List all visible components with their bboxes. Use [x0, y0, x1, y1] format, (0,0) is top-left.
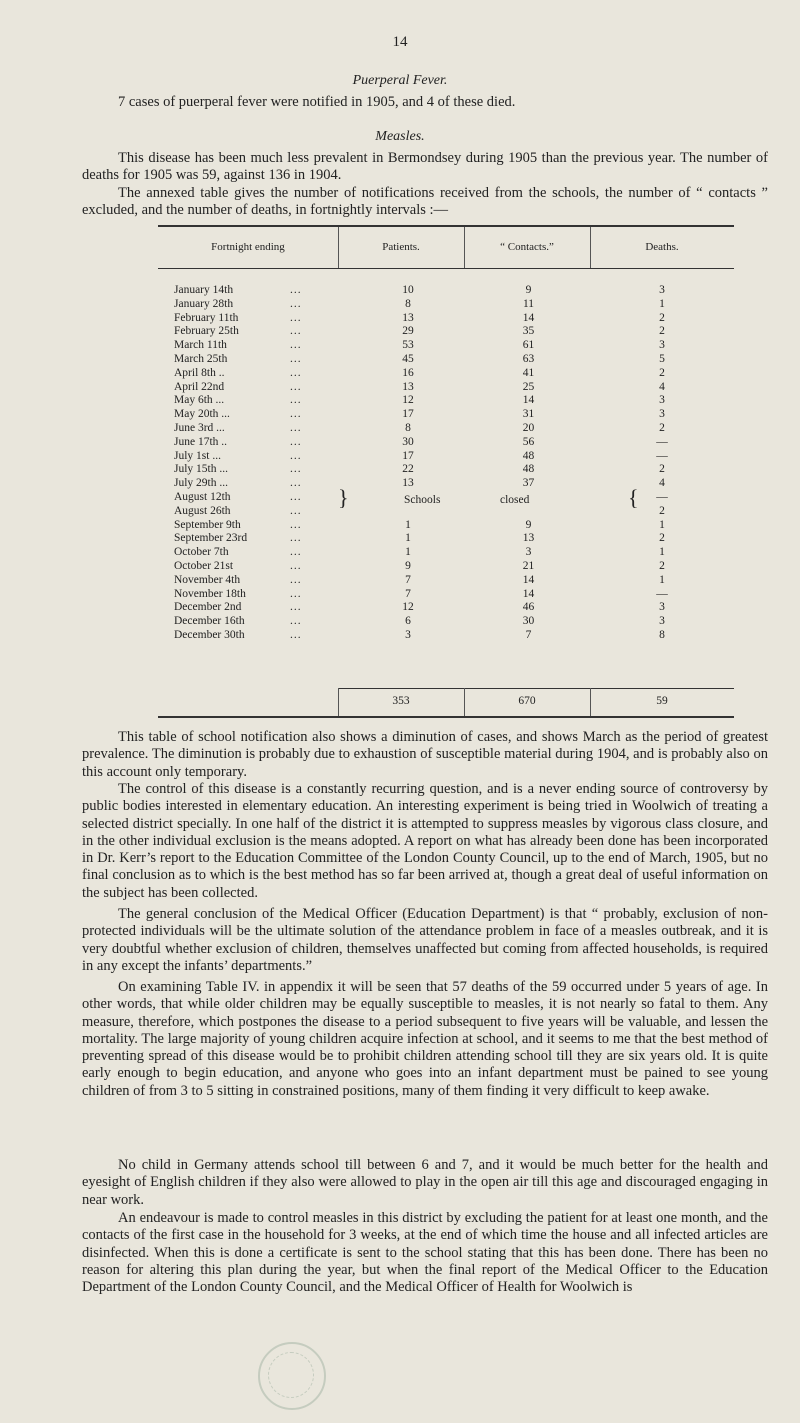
row-contacts: 56 [522, 435, 535, 448]
row-contacts: 46 [522, 601, 535, 614]
row-leader: ... [290, 601, 302, 614]
row-label: November 18th [174, 587, 246, 600]
table-row [158, 367, 734, 381]
row-leader: ... [290, 366, 302, 379]
header-patients: Patients. [382, 241, 420, 253]
table-row [158, 436, 734, 450]
table-row [158, 629, 734, 643]
row-label: May 6th ... [174, 394, 225, 407]
puerperal-fever-text: 7 cases of puerperal fever were notified in 1905, and 4 of these died. [118, 94, 516, 110]
total-patients: 353 [392, 695, 410, 707]
table-row [158, 560, 734, 574]
row-label: September 23rd [174, 532, 248, 545]
row-leader: ... [290, 518, 302, 531]
row-label: August 12th [174, 491, 231, 503]
row-deaths: 2 [659, 366, 665, 379]
row-leader: ... [290, 573, 302, 586]
table-row [158, 505, 734, 519]
row-deaths: 3 [659, 408, 665, 421]
row-patients: 13 [402, 311, 414, 324]
row-label: January 14th [174, 284, 234, 296]
header-contacts: “ Contacts.” [500, 241, 554, 253]
row-patients: 1 [405, 518, 411, 531]
paragraph-germany: No child in Germany attends school till between 6 and 7, and it would be much better for the health and eyesight of English children if they also were allowed to play in the open air till this age and discouraged engaging in near work. [82, 1157, 768, 1208]
row-label: February 25th [174, 325, 239, 338]
row-contacts: 14 [522, 394, 535, 407]
row-deaths: 2 [659, 325, 665, 338]
row-contacts: 48 [522, 463, 535, 476]
puerperal-fever-heading: Puerperal Fever. [352, 73, 448, 88]
table-row [158, 325, 734, 339]
measles-intro-paragraph: This disease has been much less prevalent in Bermondsey during 1905 than the previous year. The number of deaths for 1905 was 59, against 136 in 1904. [82, 150, 768, 184]
row-deaths: 3 [659, 394, 665, 407]
library-stamp [258, 1342, 326, 1410]
row-deaths: 1 [659, 546, 665, 559]
row-patients: 1 [405, 546, 411, 559]
row-patients: 17 [402, 449, 414, 462]
table-row [158, 519, 734, 533]
row-patients: 13 [402, 477, 414, 490]
row-leader: ... [290, 394, 302, 407]
row-patients: 1 [405, 532, 411, 545]
row-deaths: 1 [659, 573, 665, 586]
row-contacts: 11 [522, 297, 535, 310]
row-patients: 30 [402, 435, 414, 448]
row-contacts: 30 [522, 615, 535, 628]
row-label: June 17th .. [174, 435, 228, 448]
table-row [158, 463, 734, 477]
row-leader: ... [290, 477, 302, 490]
row-label: October 7th [174, 546, 229, 559]
table-row [158, 574, 734, 588]
row-leader: ... [290, 435, 302, 448]
row-deaths: 2 [659, 422, 665, 434]
row-label: July 15th ... [174, 463, 228, 476]
row-deaths: — [656, 449, 668, 462]
row-contacts: 9 [525, 518, 532, 531]
row-label: April 22nd [174, 380, 225, 393]
row-contacts: 61 [522, 339, 535, 352]
row-label: May 20th ... [174, 408, 230, 421]
table-bottom-rule [158, 716, 734, 718]
table-row [158, 532, 734, 546]
table-row [158, 339, 734, 353]
row-contacts: 63 [522, 353, 535, 365]
row-patients: 17 [402, 408, 414, 421]
row-contacts: 41 [522, 366, 535, 379]
row-deaths: 3 [659, 615, 665, 628]
table-header-rule [158, 268, 734, 269]
table-row [158, 312, 734, 326]
row-contacts: 14 [522, 587, 535, 600]
row-leader: ... [290, 325, 302, 338]
row-contacts: 13 [522, 532, 535, 545]
row-contacts: 48 [522, 449, 535, 462]
row-patients: 12 [402, 394, 414, 407]
row-deaths: 1 [659, 518, 665, 531]
row-label: July 29th ... [174, 477, 228, 490]
row-label: December 16th [174, 615, 245, 628]
row-deaths: 4 [659, 380, 665, 393]
row-deaths: 5 [659, 353, 665, 365]
table-top-rule [158, 225, 734, 227]
table-row [158, 588, 734, 602]
row-patients: 7 [405, 573, 411, 586]
row-leader: ... [290, 587, 302, 600]
table-row [158, 546, 734, 560]
row-label: August 26th [174, 504, 231, 517]
row-label: July 1st ... [174, 449, 221, 462]
row-label: February 11th [174, 311, 239, 324]
header-deaths: Deaths. [645, 241, 679, 253]
row-patients: 3 [405, 629, 411, 641]
row-contacts: 9 [525, 284, 532, 296]
row-leader: ... [290, 532, 302, 545]
row-contacts: 14 [522, 311, 535, 324]
paragraph-table-summary: This table of school notification also shows a diminution of cases, and shows March as the period of greatest prevalence. The diminution is probably due to exhaustion of susceptible material during 1904, and is probably also on this account only temporary. [82, 729, 768, 780]
row-label: November 4th [174, 573, 241, 586]
row-deaths: 2 [659, 560, 665, 572]
row-label: April 8th .. [174, 366, 225, 379]
table-row [158, 601, 734, 615]
paragraph-control-measures: An endeavour is made to control measles in this district by excluding the patient for at least one month, and the contacts of the first case in the household for 3 weeks, at the end of which time the house and all infected articles are disinfected. When this is done a certificate is sent to the school stating that this has been done. There has been no reason for altering this plan during the year, but when the final report of the Medical Officer to the Education Department of the London County Council, and the Medical Officer of Health for Woolwich is [82, 1210, 768, 1296]
row-leader: ... [290, 408, 302, 421]
header-fortnight: Fortnight ending [211, 241, 285, 253]
row-contacts: 14 [522, 573, 535, 586]
row-leader: ... [290, 297, 302, 310]
row-deaths: 4 [659, 477, 665, 490]
row-patients: 8 [405, 422, 411, 434]
table-totals-rule [338, 688, 734, 689]
schools-closed-note-2: closed [500, 494, 530, 506]
row-patients: 22 [402, 463, 414, 476]
row-leader: ... [290, 560, 302, 572]
total-deaths: 59 [656, 695, 668, 707]
paragraph-control-question: The control of this disease is a constantly recurring question, and is a never ending source of controversy by public bodies interested in elementary education. An interesting experiment is being tried in Woolwich of treating a selected district specially. In one half of the district it is attempted to suppress measles by vigorous class closure, and in the other individual exclusion is the means adopted. A report on what has already been done has been incorporated in Dr. Kerr’s report to the Education Committee of the London County Council, up to the end of March, 1905, but no final conclusion as to which is the best method has so far been arrived at, though a great deal of useful information on the subject has been collected. [82, 781, 768, 901]
table-row [158, 284, 734, 298]
left-brace: } [338, 485, 349, 510]
row-leader: ... [290, 491, 302, 503]
table-row [158, 491, 734, 505]
row-patients: 6 [405, 615, 411, 628]
table-row [158, 615, 734, 629]
row-patients: 9 [405, 560, 411, 572]
row-leader: ... [290, 629, 302, 641]
row-deaths: — [656, 491, 668, 503]
row-leader: ... [290, 422, 302, 434]
paragraph-table-iv: On examining Table IV. in appendix it will be seen that 57 deaths of the 59 occurred under 5 years of age. In other words, that while older children may be equally susceptible to measles, it is not nearly so fatal to them. Any measure, therefore, which postpones the disease to a period subsequent to five years will be valuable, and lessen the mortality. The large majority of young children acquire infection at school, and it seems to me that the best method of preventing spread of this disease would be to prohibit children attending school till they are six years old. It is quite early enough to begin education, and anyone who goes into an infant department must be pained to see young children of from 3 to 5 sitting in constrained positions, many of them finding it very difficult to keep awake. [82, 979, 768, 1099]
row-leader: ... [290, 380, 302, 393]
table-row [158, 381, 734, 395]
row-leader: ... [290, 311, 302, 324]
row-contacts: 21 [522, 560, 535, 572]
row-patients: 29 [402, 325, 414, 338]
page-number: 14 [392, 34, 408, 50]
row-patients: 7 [405, 587, 411, 600]
row-leader: ... [290, 284, 302, 296]
row-label: December 2nd [174, 601, 242, 614]
table-row [158, 408, 734, 422]
row-deaths: 3 [659, 284, 665, 296]
row-contacts: 35 [522, 325, 535, 338]
row-leader: ... [290, 546, 302, 559]
row-leader: ... [290, 463, 302, 476]
row-deaths: 2 [659, 532, 665, 545]
row-contacts: 31 [522, 408, 535, 421]
measles-heading: Measles. [375, 129, 425, 144]
row-deaths: — [656, 435, 668, 448]
table-row [158, 450, 734, 464]
row-patients: 16 [402, 366, 414, 379]
row-contacts: 25 [522, 380, 535, 393]
row-leader: ... [290, 353, 302, 365]
schools-closed-note: Schools [404, 494, 441, 506]
row-patients: 13 [402, 380, 414, 393]
row-label: December 30th [174, 629, 245, 641]
row-deaths: 3 [659, 339, 665, 352]
row-label: March 11th [174, 339, 227, 352]
row-leader: ... [290, 339, 302, 352]
table-intro-paragraph: The annexed table gives the number of notifications received from the schools, the number of “ contacts ” excluded, and the number of deaths, in fortnightly intervals :— [82, 185, 768, 219]
row-leader: ... [290, 504, 302, 517]
row-deaths: 2 [659, 504, 665, 517]
row-patients: 10 [402, 284, 414, 296]
row-contacts: 37 [522, 477, 535, 490]
row-deaths: 2 [659, 311, 665, 324]
row-deaths: 1 [659, 297, 665, 310]
table-row [158, 353, 734, 367]
total-contacts: 670 [518, 695, 536, 707]
row-patients: 12 [402, 601, 414, 614]
right-brace: { [628, 485, 639, 510]
row-label: June 3rd ... [174, 422, 225, 434]
row-patients: 45 [402, 353, 414, 365]
row-leader: ... [290, 449, 302, 462]
row-label: March 25th [174, 353, 228, 365]
row-deaths: — [656, 587, 668, 600]
table-row [158, 394, 734, 408]
row-label: September 9th [174, 518, 241, 531]
paragraph-medical-officer-conclusion: The general conclusion of the Medical Officer (Education Department) is that “ probably, exclusion of non-protected individuals will be the ultimate solution of the attendance problem in face of a measles outbreak, and it is very doubtful whether exclusion of children, themselves unaffected but coming from affected households, is required in any except the infants’ departments.” [82, 906, 768, 974]
row-contacts: 3 [525, 546, 532, 559]
row-label: October 21st [174, 560, 234, 572]
row-label: January 28th [174, 297, 234, 310]
row-patients: 53 [402, 339, 414, 352]
row-deaths: 2 [659, 463, 665, 476]
row-deaths: 3 [659, 601, 665, 614]
table-row [158, 477, 734, 491]
row-patients: 8 [405, 297, 411, 310]
row-deaths: 8 [659, 629, 665, 641]
row-leader: ... [290, 615, 302, 628]
row-contacts: 7 [525, 629, 532, 641]
table-row [158, 422, 734, 436]
row-contacts: 20 [522, 422, 535, 434]
table-row [158, 298, 734, 312]
